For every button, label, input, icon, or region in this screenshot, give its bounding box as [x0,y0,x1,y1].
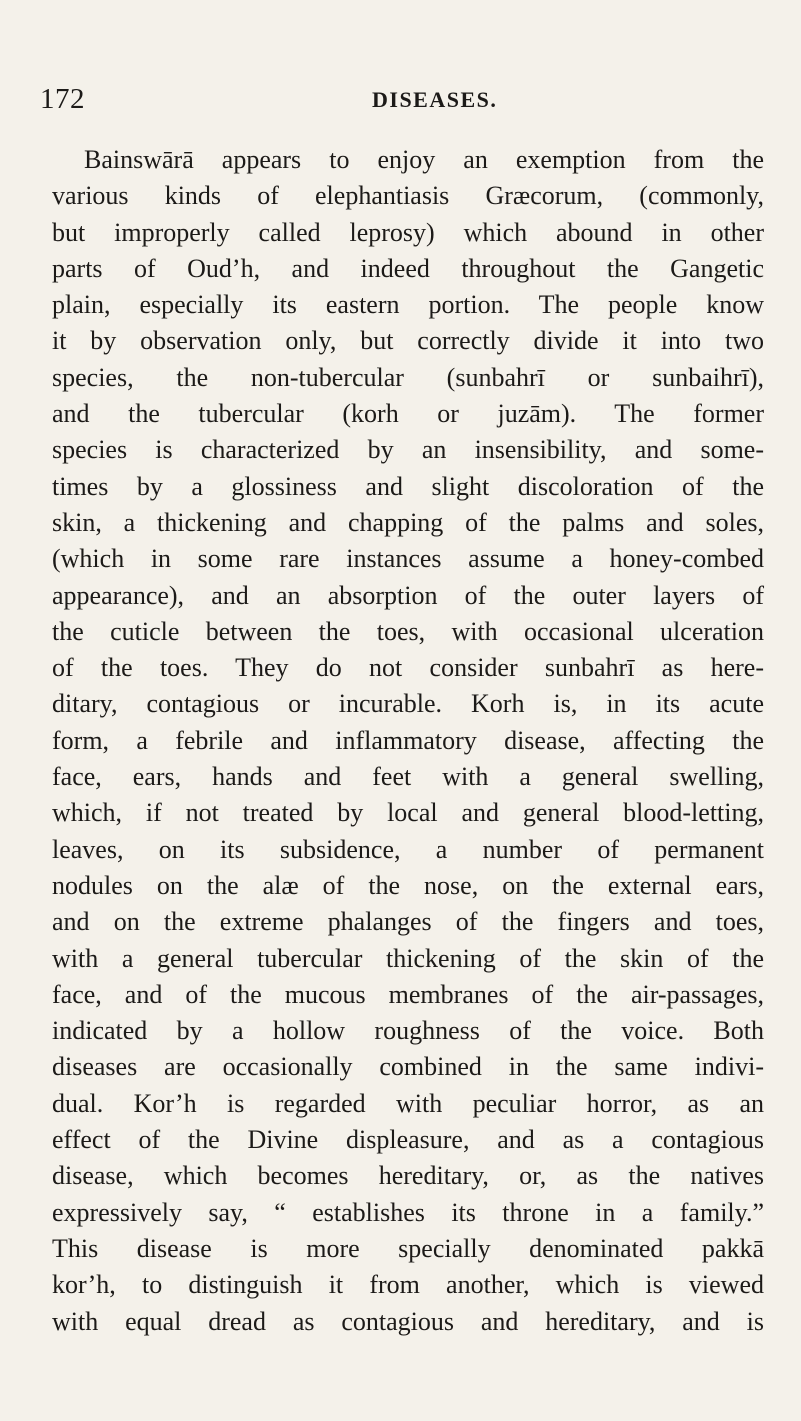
text-line: face, and of the mucous membranes of the air-passages, [52,979,764,1009]
text-line: and the tubercular (korh or juzām). The former [52,399,764,429]
text-line: skin, a thickening and chapping of the palms and soles, [52,507,764,537]
text-line: indicated by a hollow roughness of the voice. Both [52,1016,764,1046]
running-title: DISEASES. [372,87,498,112]
text-line: expressively say, “ establishes its throne in a family.” [52,1197,764,1227]
text-line: nodules on the alæ of the nose, on the external ears, [52,870,764,900]
text-line: species is characterized by an insensibility, and some- [52,435,764,465]
text-line: plain, especially its eastern portion. The people know [52,290,764,320]
text-line: ditary, contagious or incurable. Korh is, in its acute [52,689,764,719]
text-line: with equal dread as contagious and hereditary, and is [52,1306,764,1336]
text-line: kor’h, to distinguish it from another, which is viewed [52,1270,764,1300]
text-line: various kinds of elephantiasis Græcorum, (commonly, [52,181,764,211]
text-line: disease, which becomes hereditary, or, as the natives [52,1161,764,1191]
text-line: times by a glossiness and slight discoloration of the [52,471,764,501]
text-line: which, if not treated by local and general blood-letting, [52,798,764,828]
text-line: of the toes. They do not consider sunbahrī as here- [52,653,764,683]
text-line: with a general tubercular thickening of the skin of the [52,943,764,973]
text-line: diseases are occasionally combined in the same indivi- [52,1052,764,1082]
text-line: (which in some rare instances assume a honey-combed [52,544,764,574]
page-number: 172 [40,83,85,115]
text-line: it by observation only, but correctly divide it into two [52,326,764,356]
text-line: effect of the Divine displeasure, and as a contagious [52,1125,764,1155]
text-line: species, the non-tubercular (sunbahrī or sunbaihrī), [52,362,764,392]
text-line: appearance), and an absorption of the outer layers of [52,580,764,610]
text-line: form, a febrile and inflammatory disease, affecting the [52,725,764,755]
text-line: and on the extreme phalanges of the fingers and toes, [52,907,764,937]
text-line: This disease is more specially denominated pakkā [52,1233,764,1263]
text-line: parts of Oud’h, and indeed throughout the Gangetic [52,253,764,283]
text-line: Bainswārā appears to enjoy an exemption from the [84,145,764,174]
body-paragraph [52,142,764,1340]
text-line: leaves, on its subsidence, a number of permanent [52,834,764,864]
text-line: dual. Kor’h is regarded with peculiar horror, as an [52,1088,764,1118]
text-line: face, ears, hands and feet with a general swelling, [52,762,764,792]
running-head [40,82,760,116]
text-line: but improperly called leprosy) which abound in other [52,217,764,247]
text-line: the cuticle between the toes, with occasional ulceration [52,616,764,646]
